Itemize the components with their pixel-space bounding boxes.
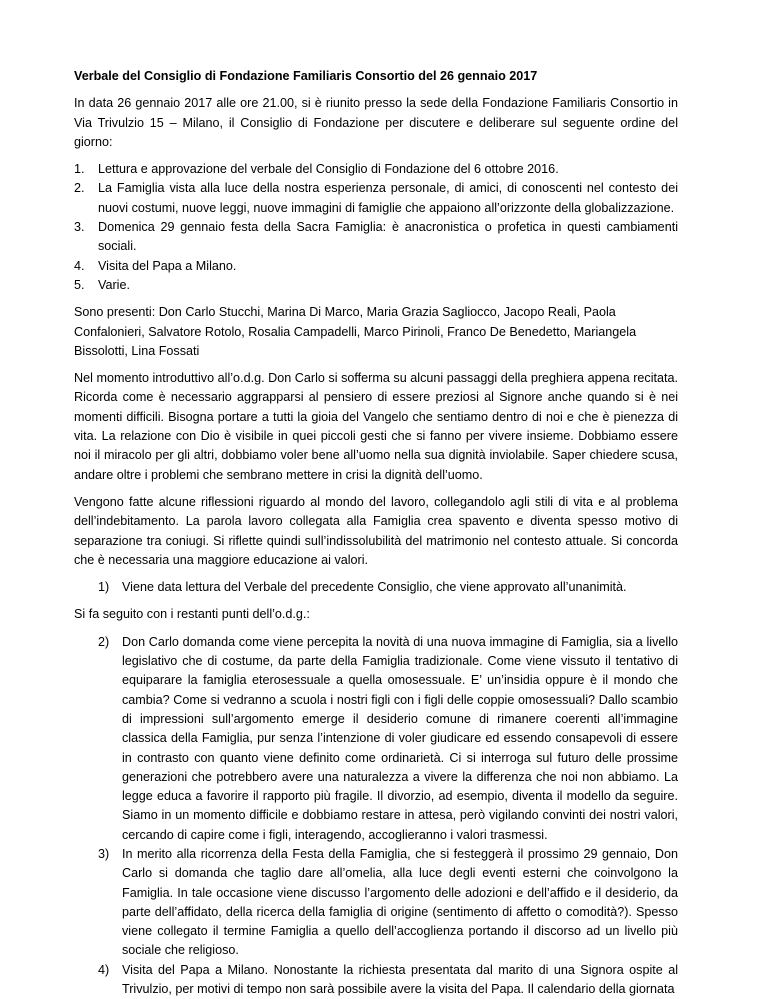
intro-reflection-paragraph: Nel momento introduttivo all’o.d.g. Don Carlo si sofferma su alcuni passaggi della preghiera appena recitata. Ricorda come è necessario aggrapparsi al pensiero di essere preziosi al Signore anche quando si è nei momenti difficili. Bisogna portare a tutti la gioia del Vangelo che sentiamo dentro di noi e che è pienezza di vita. La relazione con Dio è visibile in quei piccoli gesti che si fanno per vivere insieme. Dobbiamo essere noi il miracolo per gli altri, dobbiamo voler bene all’uomo nella sua dignità inviolabile. Saper chiedere scusa, andare oltre i problemi che sembrano mettere in crisi la dignità dell’uomo. (74, 371, 678, 482)
agenda-item-text: Lettura e approvazione del verbale del Consiglio di Fondazione del 6 ottobre 2016. (98, 162, 559, 177)
minutes-point-number: 3) (98, 846, 110, 861)
agenda-item-text: Visita del Papa a Milano. (98, 258, 237, 273)
agenda-list (74, 160, 678, 295)
agenda-item (74, 276, 678, 295)
minutes-point-number: 4) (98, 962, 110, 977)
minutes-point-text: In merito alla ricorrenza della Festa della Famiglia, che si festeggerà il prossimo 29 gennaio, Don Carlo si domanda che taglio dare all’omelia, alla luce degli eventi esterni che coinvolgono la Famiglia. In tale occasione viene discusso l’argomento delle adozioni e dell’affido e il desiderio, da parte dell’affidato, della ricerca della famiglia di origine (sentimento di affetto o comodità?). Spesso viene collegato il termine Famiglia a quello dell’accoglienza portando il discorso ad un livello più sociale che religioso. (122, 846, 678, 958)
agenda-item-number: 1. (74, 162, 85, 177)
minutes-point-text: Visita del Papa a Milano. Nonostante la richiesta presentata dal marito di una Signora ospite al Trivulzio, per motivi di tempo non sarà possibile avere la visita del Papa. Il calendario della giornata (122, 962, 678, 997)
agenda-item (74, 179, 678, 218)
minutes-point-text: Don Carlo domanda come viene percepita la novità di una nuova immagine di Famiglia, sia a livello legislativo che di costume, da parte della Famiglia tradizionale. Come viene vissuto il tentativo di equiparare la famiglia eterosessuale a quella omosessuale. E’ un’insidia oppure è il mondo che cambia? Come si vedranno a scuola i nostri figli con i figli delle coppie omosessuali? Dallo scambio di impressioni sull’argomento emerge il desiderio comune di rimanere coerenti all’immagine classica della Famiglia, pur senza l’intenzione di voler giudicare ed essendo consapevoli di essere in contrasto con quanto viene definito come ordinarietà. Ci si interroga sul futuro delle prossime generazioni che potrebbero avere una naturalezza a vivere la differenza che noi non abbiamo. La legge educa a favorire il rapporto più fragile. Il divorzio, ad esempio, diventa il modello da seguire. Siamo in un momento difficile e dobbiamo restare in attesa, però vigilando convinti dei nostri valori, cercando di capire come i figli, interagendo, accoglieranno i valori trasmessi. (122, 634, 678, 842)
continuation-line: Si fa seguito con i restanti punti dell’o.d.g.: (74, 607, 310, 622)
agenda-item-number: 2. (74, 181, 85, 196)
agenda-item (74, 257, 678, 276)
minutes-point (74, 633, 678, 845)
agenda-item-text: Varie. (98, 277, 130, 292)
minutes-point-number: 1) (98, 580, 110, 595)
agenda-item-text: Domenica 29 gennaio festa della Sacra Famiglia: è anacronistica o profetica in questi cambiamenti sociali. (98, 220, 678, 254)
attendees-paragraph: Sono presenti: Don Carlo Stucchi, Marina Di Marco, Maria Grazia Sagliocco, Jacopo Reali, Paola Confalonieri, Salvatore Rotolo, Rosalia Campadelli, Marco Pirinoli, Franco De Benedetto, Mariangela Bissolotti, Lina Fossati (74, 305, 637, 358)
minutes-point-number: 2) (98, 634, 110, 649)
minutes-point (74, 961, 678, 999)
intro-paragraph: In data 26 gennaio 2017 alle ore 21.00, si è riunito presso la sede della Fondazione Familiaris Consortio in Via Trivulzio 15 – Milano, il Consiglio di Fondazione per discutere e deliberare sul seguente ordine del giorno: (74, 96, 678, 149)
agenda-item-number: 5. (74, 277, 85, 292)
work-reflection-paragraph: Vengono fatte alcune riflessioni riguardo al mondo del lavoro, collegandolo agli stili di vita e al problema dell’indebitamento. La parola lavoro collegata alla Famiglia crea spavento e diventa spesso motivo di separazione tra coniugi. Si riflette quindi sull’indissolubilità del matrimonio nel contesto attuale. Si concorda che è necessaria una maggiore educazione ai valori. (74, 494, 678, 567)
minutes-point (74, 845, 678, 961)
agenda-item-number: 4. (74, 258, 85, 273)
agenda-item (74, 218, 678, 257)
agenda-item-number: 3. (74, 220, 85, 235)
agenda-item-text: La Famiglia vista alla luce della nostra esperienza personale, di amici, di conoscenti nel contesto dei nuovi costumi, nuove leggi, nuove immagini di famiglie che appaiono all’orizzonte della globalizzazione. (98, 181, 678, 215)
agenda-item (74, 160, 678, 179)
minutes-point-text: Viene data lettura del Verbale del precedente Consiglio, che viene approvato all’unanimità. (122, 580, 627, 595)
minutes-point (74, 578, 678, 597)
document-title: Verbale del Consiglio di Fondazione Familiaris Consortio del 26 gennaio 2017 (74, 69, 538, 83)
